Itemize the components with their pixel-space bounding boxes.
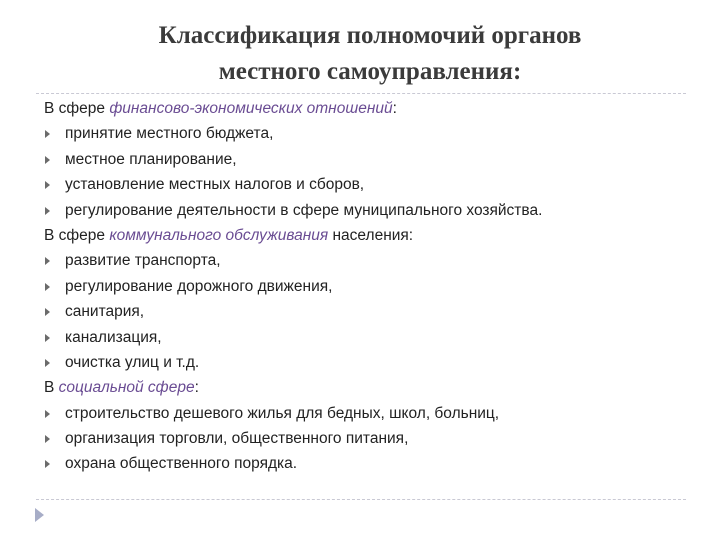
section-prefix: В: [44, 379, 59, 397]
triangle-right-icon: [45, 283, 50, 291]
list-item: [44, 350, 684, 375]
top-divider: [36, 93, 686, 94]
triangle-right-icon: [45, 207, 50, 215]
list-item: [44, 274, 684, 299]
list-item: [44, 426, 684, 451]
section-accent: социальной сфере: [58, 379, 195, 397]
title-line-2: местного самоуправления:: [218, 58, 522, 85]
section-accent: финансово-экономических отношений: [109, 100, 393, 117]
list-item: [44, 325, 684, 350]
title-line-1: Классификация полномочий органов: [158, 22, 582, 49]
list-item: [44, 451, 684, 476]
triangle-right-icon: [45, 308, 50, 316]
list-item: [44, 401, 684, 426]
list-item-text: организация торговли, общественного питания,: [65, 430, 409, 448]
content-body: [44, 96, 684, 477]
list-item: [44, 121, 684, 146]
list-item-text: очистка улиц и т.д.: [65, 353, 200, 371]
section-prefix: В сфере: [44, 226, 110, 244]
list-item: [44, 198, 684, 223]
list-item: [44, 147, 684, 172]
list-item-text: установление местных налогов и сборов,: [65, 176, 365, 194]
section-suffix: :: [194, 379, 199, 397]
triangle-right-icon: [45, 130, 50, 138]
section-heading-financial: [44, 96, 684, 121]
corner-triangle-icon: [35, 508, 44, 522]
section-prefix: В сфере: [44, 100, 110, 117]
triangle-right-icon: [45, 334, 50, 342]
list-item: [44, 248, 684, 273]
section-heading-communal: [44, 223, 684, 248]
triangle-right-icon: [45, 410, 50, 418]
triangle-right-icon: [45, 156, 50, 164]
bottom-divider: [36, 499, 686, 500]
list-item-text: развитие транспорта,: [65, 252, 221, 270]
list-item-text: принятие местного бюджета,: [65, 125, 274, 143]
list-item-text: строительство дешевого жилья для бедных, школ, больниц,: [65, 404, 500, 422]
section-accent: коммунального обслуживания: [109, 226, 329, 244]
list-item-text: регулирование деятельности в сфере муниципального хозяйства.: [65, 201, 543, 219]
list-item: [44, 172, 684, 197]
list-item-text: местное планирование,: [65, 150, 237, 168]
list-item-text: охрана общественного порядка.: [65, 455, 298, 473]
triangle-right-icon: [45, 359, 50, 367]
triangle-right-icon: [45, 435, 50, 443]
section-suffix: :: [392, 100, 397, 117]
list-item-text: канализация,: [65, 328, 162, 346]
list-item: [44, 299, 684, 324]
triangle-right-icon: [45, 181, 50, 189]
slide-title: [60, 18, 680, 90]
section-heading-social: [44, 375, 684, 400]
section-suffix: населения:: [328, 226, 414, 244]
triangle-right-icon: [45, 460, 50, 468]
list-item-text: регулирование дорожного движения,: [65, 277, 333, 295]
triangle-right-icon: [45, 257, 50, 265]
list-item-text: санитария,: [65, 303, 145, 321]
